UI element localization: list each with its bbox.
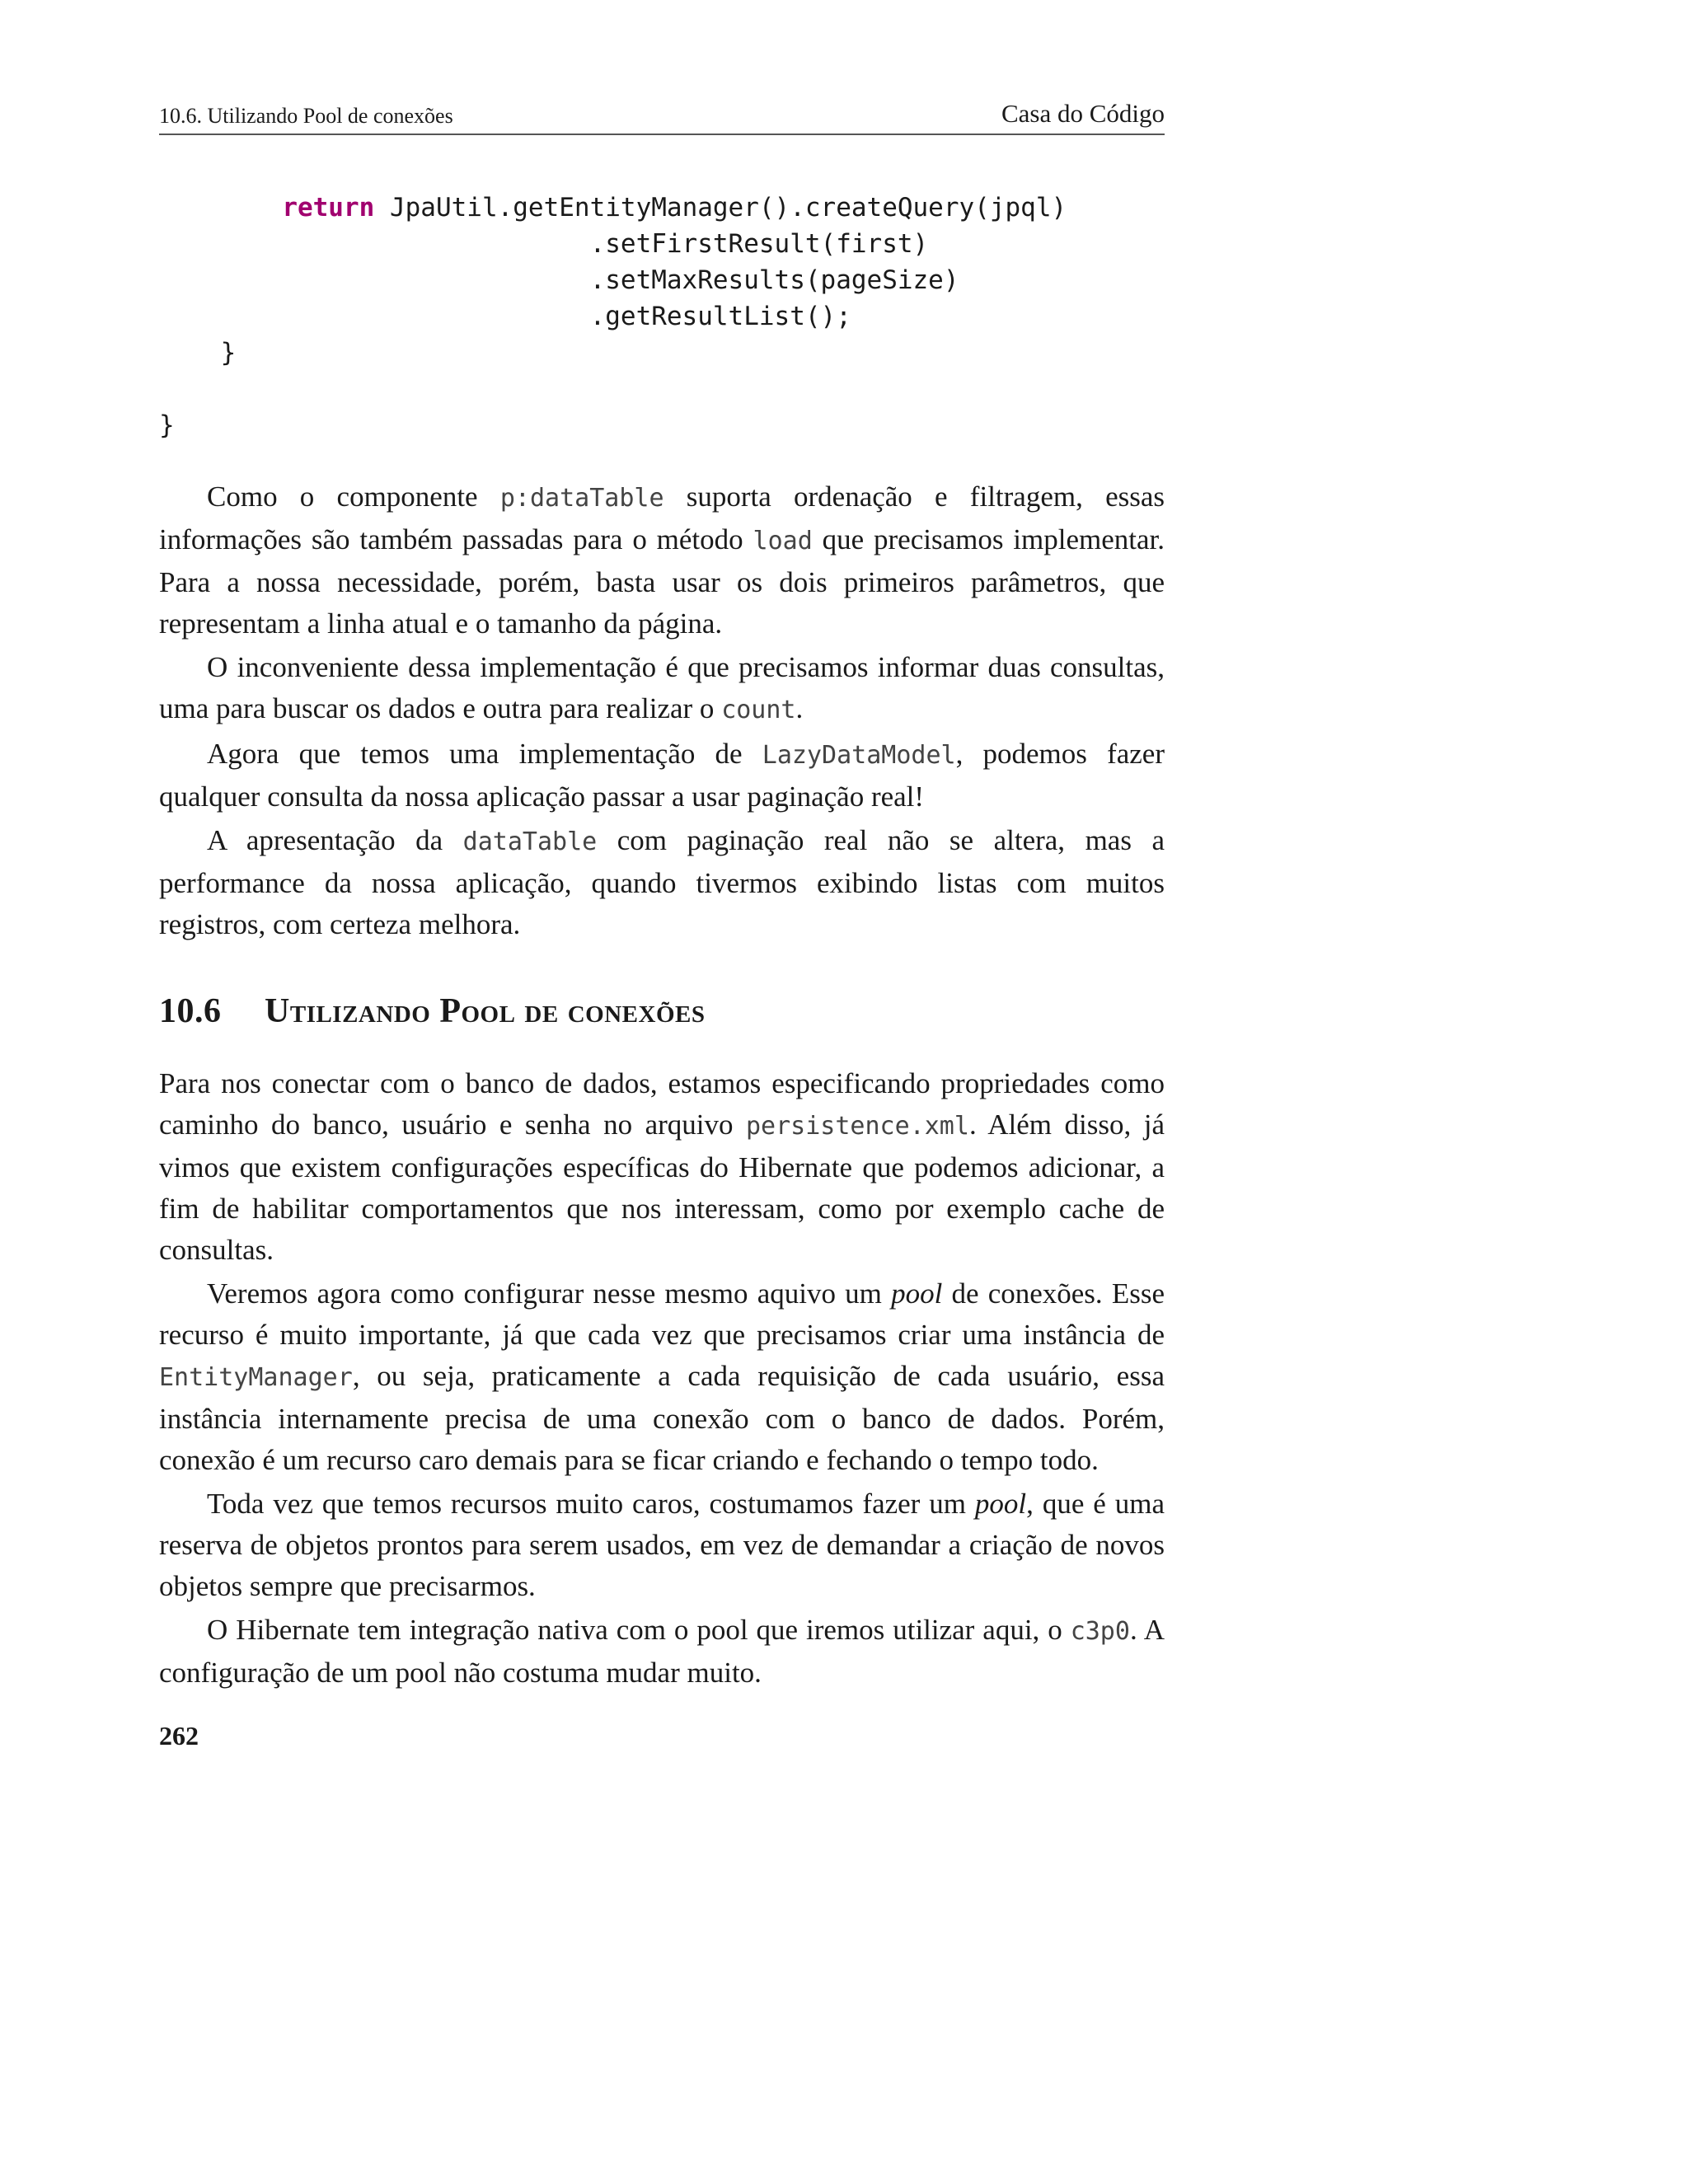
paragraph-pool-definition: Toda vez que temos recursos muito caros, costumamos fazer um pool, que é uma reserva de objetos prontos para serem usados, em vez de demandar a criação de novos objetos sempre que precisarmos. — [159, 1488, 1165, 1602]
inline-code-entitymanager: EntityManager — [159, 1363, 353, 1392]
inline-code-datatable: p:dataTable — [499, 484, 664, 513]
page-number: 262 — [159, 1721, 199, 1750]
code-line-4: .getResultList(); — [159, 302, 851, 331]
section-title: Utilizando Pool de conexões — [265, 992, 706, 1030]
body-text-section — [159, 1063, 1165, 1696]
paragraph-datatable-sorting: Como o componente p:dataTable suporta ordenação e filtragem, essas informações são também passadas para o método load que precisamos implementar. Para a nossa necessidade, porém, basta usar os dois primeiros parâmetros, que representam a linha atual e o tamanho da página. — [159, 480, 1165, 640]
paragraph-lazydatamodel: Agora que temos uma implementação de LazyDataModel, podemos fazer qualquer consulta da nossa aplicação passar a usar paginação real! — [159, 738, 1165, 813]
code-line-7: } — [159, 410, 175, 440]
code-line-1: JpaUtil.getEntityManager().createQuery(jpql) — [374, 193, 1067, 223]
paragraph-c3p0: O Hibernate tem integração nativa com o pool que iremos utilizar aqui, o c3p0. A configuração de um pool não costuma mudar muito. — [159, 1614, 1165, 1689]
emphasis-pool: pool — [891, 1277, 943, 1310]
section-heading — [159, 991, 705, 1031]
inline-code-persistence-xml: persistence.xml — [746, 1112, 969, 1141]
paragraph-performance: A apresentação da dataTable com paginação real não se altera, mas a performance da nossa aplicação, quando tivermos exibindo listas com muitos registros, com certeza melhora. — [159, 824, 1165, 940]
inline-code-count: count — [721, 696, 796, 724]
code-keyword-return: return — [282, 193, 375, 223]
header-book-title: Casa do Código — [1001, 99, 1165, 128]
code-line-5: } — [159, 338, 237, 368]
section-number: 10.6 — [159, 992, 222, 1030]
code-line-2: .setFirstResult(first) — [159, 229, 929, 259]
inline-code-lazydatamodel: LazyDataModel — [762, 741, 956, 770]
header-section-title: 10.6. Utilizando Pool de conexões — [159, 104, 453, 128]
inline-code-datatable-2: dataTable — [462, 827, 598, 856]
paragraph-pool-intro: Veremos agora como configurar nesse mesmo aquivo um pool de conexões. Esse recurso é muito importante, já que cada vez que precisamos criar uma instância de EntityManager, ou seja, praticamente a cada requisição de cada usuário, essa instância internamente precisa de uma conexão com o banco de dados. Porém, conexão é um recurso caro demais para se ficar criando e fechando o tempo todo. — [159, 1277, 1165, 1476]
code-line-3: .setMaxResults(pageSize) — [159, 265, 959, 295]
code-listing — [159, 190, 1067, 443]
body-text-before-section — [159, 476, 1165, 948]
inline-code-load: load — [753, 527, 813, 555]
paragraph-inconvenience: O inconveniente dessa implementação é que precisamos informar duas consultas, uma para buscar os dados e outra para realizar o count. — [159, 651, 1165, 724]
running-header — [159, 97, 1165, 135]
inline-code-c3p0: c3p0 — [1070, 1617, 1130, 1646]
paragraph-connection-config: Para nos conectar com o banco de dados, estamos especificando propriedades como caminho do banco, usuário e senha no arquivo persistence.xml. Além disso, já vimos que existem configurações específicas do Hibernate que podemos adicionar, a fim de habilitar comportamentos que nos interessam, como por exemplo cache de consultas. — [159, 1067, 1165, 1266]
emphasis-pool-2: pool — [974, 1488, 1027, 1520]
